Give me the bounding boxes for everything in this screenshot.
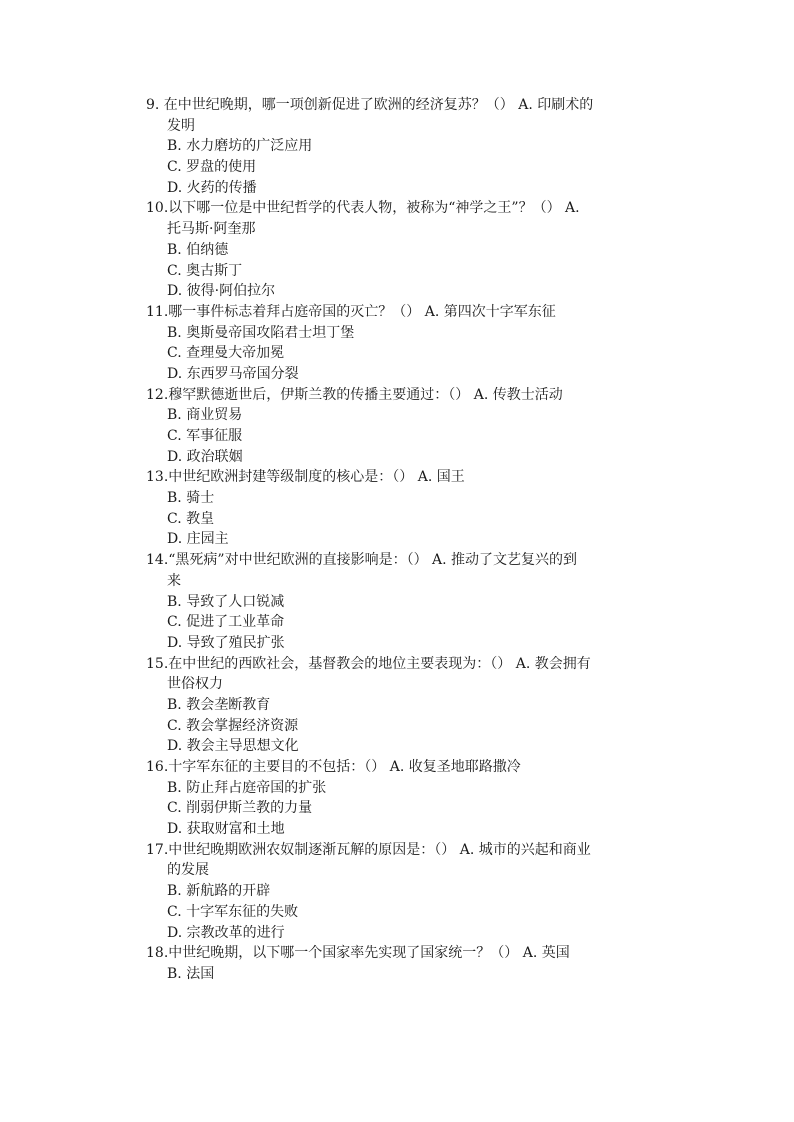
option-d: D. 宗教改革的进行 <box>167 924 285 941</box>
option-d: D. 火药的传播 <box>167 179 257 196</box>
option-d: D. 东西罗马帝国分裂 <box>167 365 299 382</box>
option-c: C. 促进了工业革命 <box>167 614 285 631</box>
option-c: C. 查理曼大帝加冕 <box>167 345 285 362</box>
option-d: D. 获取财富和土地 <box>167 821 285 838</box>
option-c: C. 教会掌握经济资源 <box>167 717 299 734</box>
option-b: B. 教会垄断教育 <box>167 696 271 713</box>
question-stem: 17.中世纪晚期欧洲农奴制逐渐瓦解的原因是：（） A. 城市的兴起和商业 <box>146 841 591 858</box>
question-stem-continuation: 的发展 <box>167 862 209 879</box>
question-10 <box>146 198 676 301</box>
option-b: B. 新航路的开辟 <box>167 883 271 900</box>
option-b: B. 导致了人口锐减 <box>167 593 285 610</box>
option-d: D. 导致了殖民扩张 <box>167 634 285 651</box>
question-stem: 11.哪一事件标志着拜占庭帝国的灭亡？（） A. 第四次十字军东征 <box>146 303 556 320</box>
option-b: B. 奥斯曼帝国攻陷君士坦丁堡 <box>167 324 355 341</box>
option-b: B. 防止拜占庭帝国的扩张 <box>167 779 327 796</box>
question-stem: 18.中世纪晚期，以下哪一个国家率先实现了国家统一？（） A. 英国 <box>146 945 570 962</box>
option-b: B. 骑士 <box>167 490 215 507</box>
question-11 <box>146 302 676 385</box>
question-stem: 12.穆罕默德逝世后，伊斯兰教的传播主要通过：（） A. 传教士活动 <box>146 386 563 403</box>
option-d: D. 彼得·阿伯拉尔 <box>167 283 276 300</box>
question-16 <box>146 757 676 840</box>
option-b: B. 伯纳德 <box>167 241 229 258</box>
option-d: D. 庄园主 <box>167 531 229 548</box>
option-d: D. 政治联姻 <box>167 448 243 465</box>
question-18 <box>146 943 676 984</box>
option-c: C. 削弱伊斯兰教的力量 <box>167 800 313 817</box>
question-13 <box>146 467 676 550</box>
question-15 <box>146 654 676 757</box>
question-12 <box>146 385 676 468</box>
question-17 <box>146 840 676 943</box>
question-stem-continuation: 发明 <box>167 117 195 134</box>
question-stem: 14.“黑死病”对中世纪欧洲的直接影响是：（） A. 推动了文艺复兴的到 <box>146 552 578 569</box>
option-b: B. 商业贸易 <box>167 407 243 424</box>
question-stem: 10.以下哪一位是中世纪哲学的代表人物，被称为“神学之王”？（） A. <box>146 200 580 217</box>
option-b: B. 法国 <box>167 965 215 982</box>
question-9 <box>146 95 676 198</box>
option-c: C. 十字军东征的失败 <box>167 903 299 920</box>
question-14 <box>146 550 676 653</box>
question-stem: 9. 在中世纪晚期，哪一项创新促进了欧洲的经济复苏？（） A. 印刷术的 <box>146 97 594 113</box>
question-stem: 16.十字军东征的主要目的不包括：（） A. 收复圣地耶路撒冷 <box>146 759 521 775</box>
option-c: C. 教皇 <box>167 510 215 527</box>
question-stem: 13.中世纪欧洲封建等级制度的核心是：（） A. 国王 <box>146 469 465 486</box>
question-stem-continuation: 来 <box>167 572 181 589</box>
question-stem-continuation: 世俗权力 <box>167 676 223 693</box>
option-b: B. 水力磨坊的广泛应用 <box>167 138 313 155</box>
option-c: C. 奥古斯丁 <box>167 262 243 279</box>
option-c: C. 军事征服 <box>167 428 243 444</box>
option-d: D. 教会主导思想文化 <box>167 738 299 755</box>
question-stem: 15.在中世纪的西欧社会，基督教会的地位主要表现为：（） A. 教会拥有 <box>146 655 591 672</box>
option-c: C. 罗盘的使用 <box>167 159 257 176</box>
question-list <box>146 95 676 985</box>
question-stem-continuation: 托马斯·阿奎那 <box>167 221 256 238</box>
